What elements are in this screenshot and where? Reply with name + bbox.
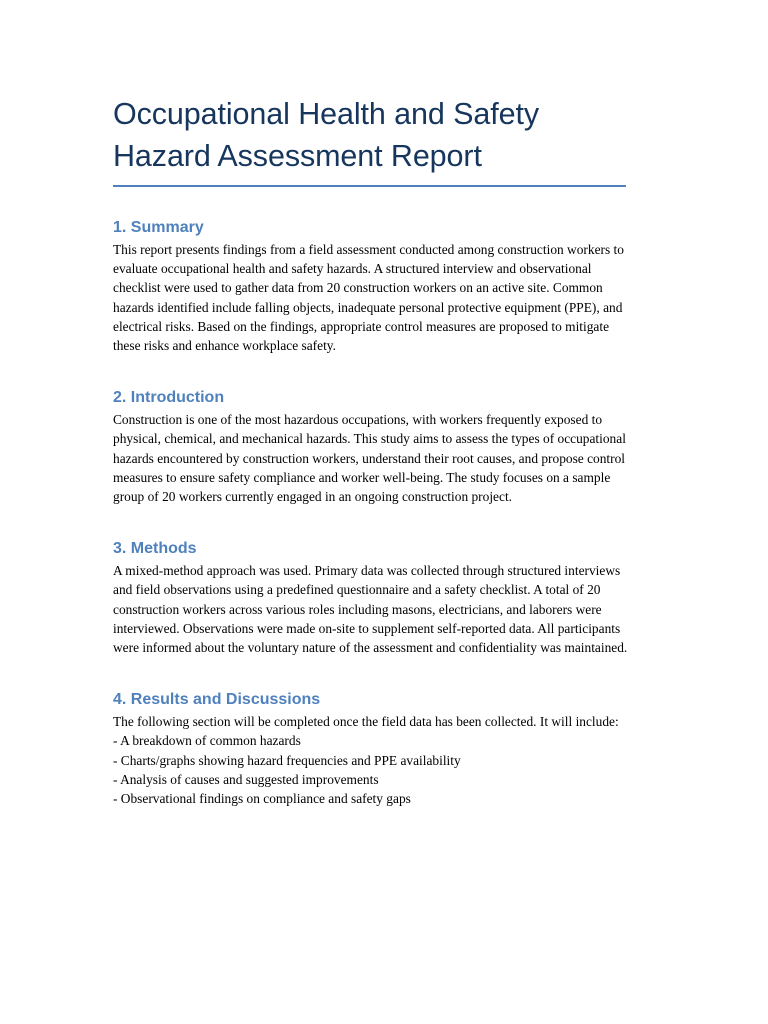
section-heading-summary: 1. Summary (113, 219, 204, 236)
title-underline (113, 185, 626, 187)
list-item: - A breakdown of common hazards (113, 733, 301, 749)
section-heading-results: 4. Results and Discussions (113, 691, 321, 709)
section-body-summary: This report presents findings from a field assessment conducted among construction workers to evaluate occupational health and safety hazards. A structured interview and observational checklist were used to gather data from 20 construction workers on an active site. Common hazards identified include falling objects, inadequate personal protective equipment (PPE), and electrical risks. Based on the findings, appropriate control measures are proposed to mitigate these risks and enhance workplace safety. (113, 242, 624, 354)
section-introduction (113, 387, 643, 506)
section-body-methods: A mixed-method approach was used. Primary data was collected through structured interviews and field observations using a predefined questionnaire and a safety checklist. A total of 20 construction workers across various roles including masons, electricians, and laborers were interviewed. Observations were made on-site to supplement self-reported data. All participants were informed about the voluntary nature of the assessment and confidentiality was maintained. (113, 563, 628, 656)
section-body-results: The following section will be completed once the field data has been collected. It will include: (113, 714, 619, 730)
section-results (113, 689, 643, 808)
section-summary (113, 217, 643, 355)
document-title: Occupational Health and Safety Hazard Assessment Report (113, 97, 539, 173)
section-heading-introduction: 2. Introduction (113, 389, 225, 407)
list-item: - Observational findings on compliance and safety gaps (113, 791, 411, 807)
document-page (113, 93, 643, 808)
section-body-introduction: Construction is one of the most hazardous occupations, with workers frequently exposed to physical, chemical, and mechanical hazards. This study aims to assess the types of occupational hazards encountered by construction workers, understand their root causes, and propose control measures to ensure safety compliance and worker well-being. The study focuses on a sample group of 20 workers currently engaged in an ongoing construction project. (113, 412, 626, 505)
results-list (113, 731, 643, 808)
section-methods (113, 538, 643, 657)
list-item: - Analysis of causes and suggested improvements (113, 771, 379, 787)
section-heading-methods: 3. Methods (113, 540, 197, 558)
list-item: - Charts/graphs showing hazard frequencies and PPE availability (113, 752, 461, 768)
